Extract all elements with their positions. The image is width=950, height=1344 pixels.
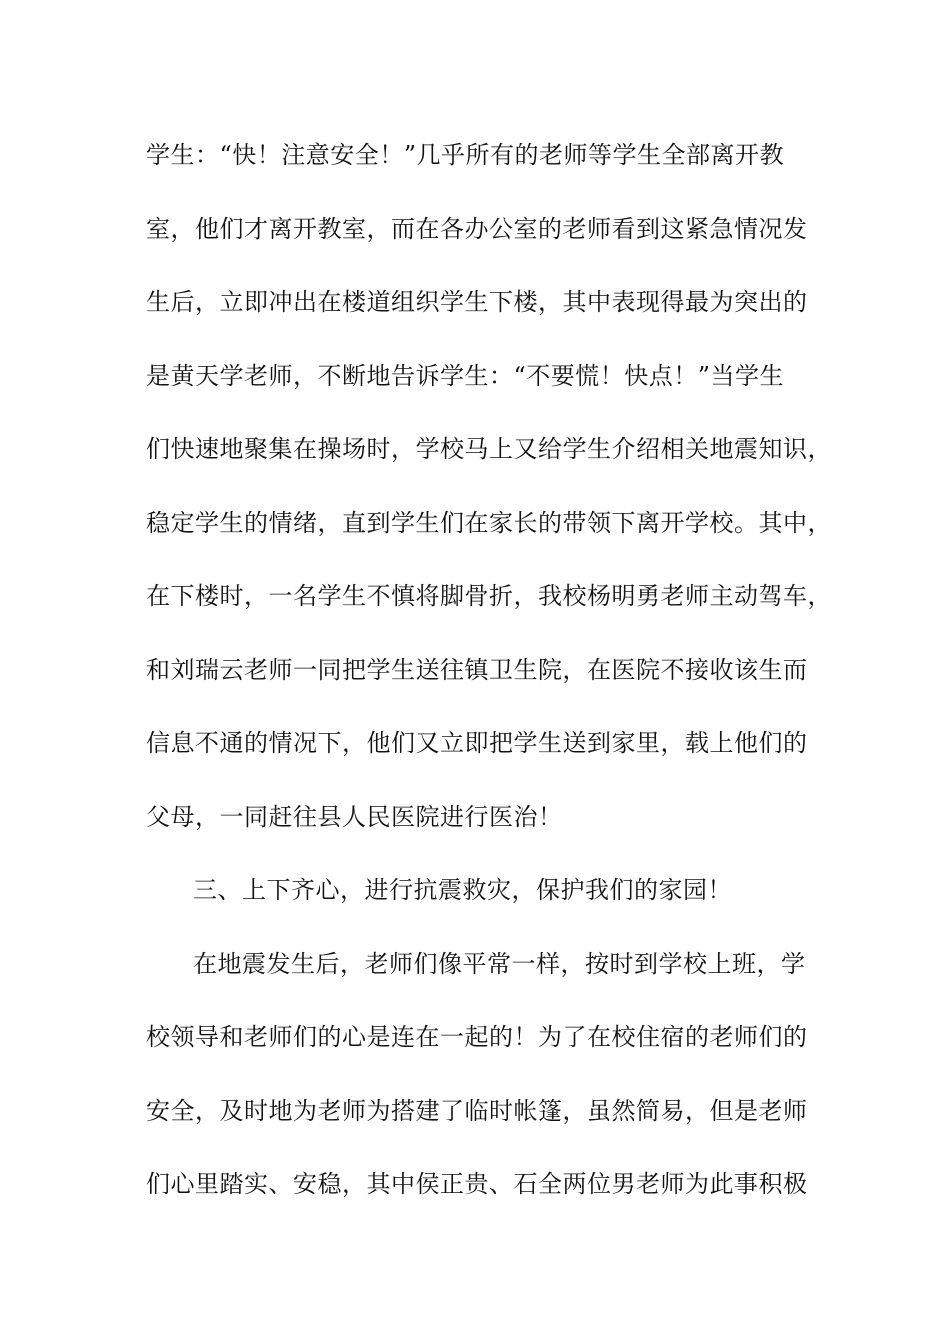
text-line: 是黄天学老师，不断地告诉学生：“不要慌！快点！”当学生: [146, 361, 785, 390]
text-line: 在下楼时，一名学生不慎将脚骨折，我校杨明勇老师主动驾车，: [146, 582, 832, 610]
text-line: 们心里踏实、安稳，其中侯正贵、石全两位男老师为此事积极: [146, 1170, 808, 1198]
text-line: 在地震发生后，老师们像平常一样，按时到学校上班，学: [193, 949, 806, 978]
text-line: 父母，一同赶往县人民医院进行医治！: [146, 802, 563, 831]
text-line: 生后，立即冲出在楼道组织学生下楼，其中表现得最为突出的: [146, 288, 808, 316]
text-line: 信息不通的情况下，他们又立即把学生送到家里，载上他们的: [146, 729, 808, 757]
text-line: 室，他们才离开教室，而在各办公室的老师看到这紧急情况发: [146, 214, 808, 243]
text-line: 安全，及时地为老师为搭建了临时帐篷，虽然简易，但是老师: [146, 1096, 808, 1125]
body-text: [146, 133, 832, 1236]
text-line: 校领导和老师们的心是连在一起的！为了在校住宿的老师们的: [146, 1023, 808, 1051]
text-line: 学生：“快！注意安全！”几乎所有的老师等学生全部离开教: [146, 141, 785, 169]
section-heading: 三、上下齐心，进行抗震救灾，保护我们的家园！: [193, 876, 732, 904]
text-line: 稳定学生的情绪，直到学生们在家长的带领下离开学校。其中，: [146, 508, 832, 537]
text-line: 们快速地聚集在操场时，学校马上又给学生介绍相关地震知识，: [146, 435, 832, 463]
text-line: 和刘瑞云老师一同把学生送往镇卫生院，在医院不接收该生而: [146, 655, 808, 684]
